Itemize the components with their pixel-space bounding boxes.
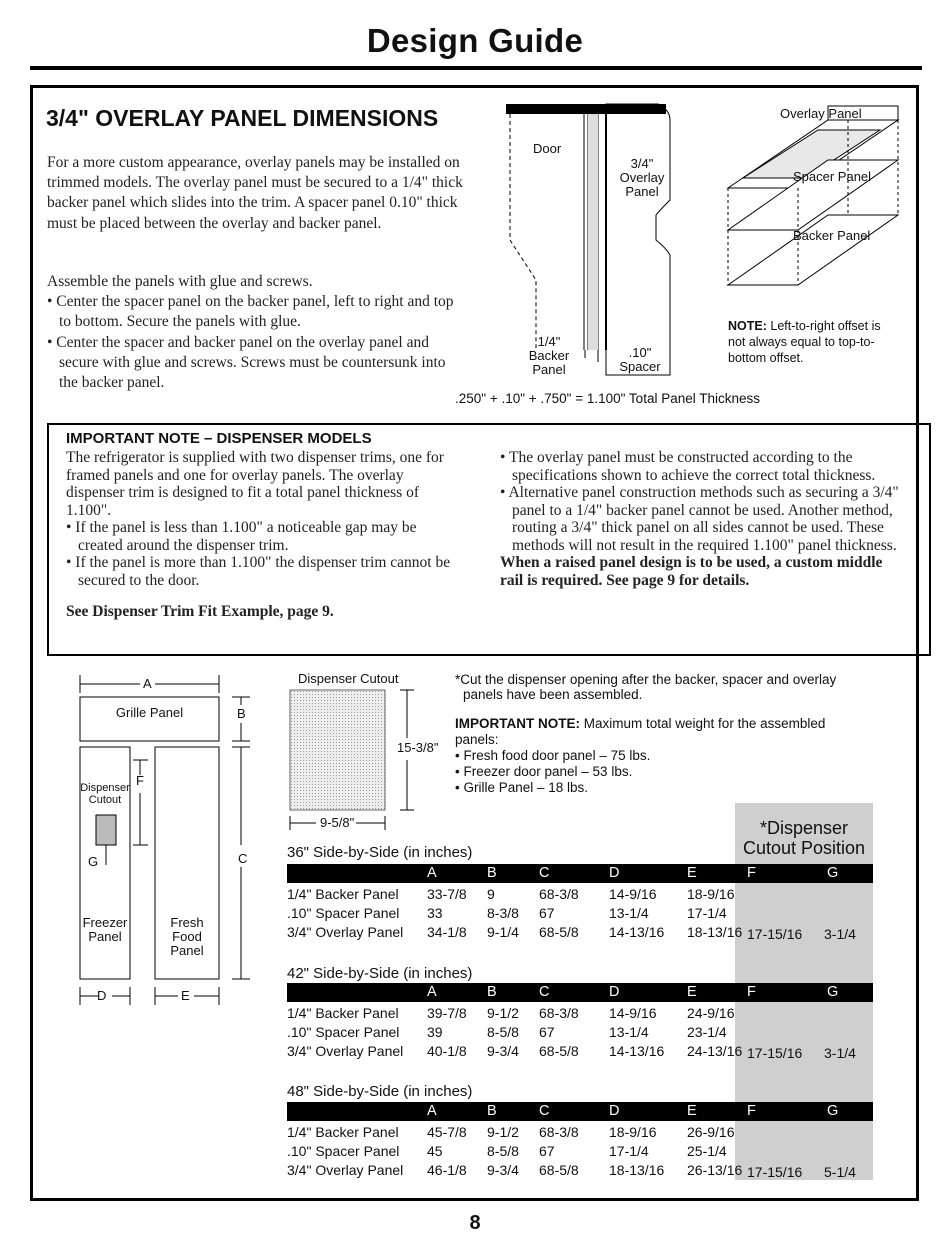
fresh-food-panel-label: Fresh Food Panel xyxy=(170,915,204,958)
intro-paragraph: For a more custom appearance, overlay panels may be installed on trimmed models. The overlay panel must be secured to a 1/4" thick backer panel which slides into the trim. A spacer panel 0.10" thick must be placed between the overlay and backer panel. xyxy=(47,154,463,232)
table-row: .10" Spacer Panel 39 8-5/8 67 13-1/4 23-1/4 xyxy=(287,1023,727,1040)
top-bar xyxy=(506,104,666,114)
see-example-link: See Dispenser Trim Fit Example, page 9. xyxy=(66,603,334,620)
dim-label-f: F xyxy=(136,773,144,788)
assemble-text xyxy=(47,272,467,393)
table-header-36: A B C D E F G xyxy=(287,864,873,883)
spacer-label: .10" Spacer xyxy=(619,345,661,374)
weight-item: • Freezer door panel – 53 lbs. xyxy=(455,764,633,779)
iso-note-text: Left-to-right offset is not always equal to top-to-bottom offset. xyxy=(728,319,881,365)
dim-label-g: G xyxy=(88,854,99,869)
note-bullet: • The overlay panel must be constructed according to the specifications shown to achieve the correct total thickness. xyxy=(500,449,876,484)
dim-label-b: B xyxy=(237,706,246,721)
table-42 xyxy=(287,1003,747,1060)
dispenser-cutout-box xyxy=(96,815,116,845)
table-title-42: 42" Side-by-Side (in inches) xyxy=(287,965,473,982)
table-row: 1/4" Backer Panel 45-7/8 9-1/2 68-3/8 18-9/16 26-9/16 xyxy=(287,1123,735,1140)
cutout-diagram xyxy=(288,688,423,833)
assemble-bullet: • Center the spacer and backer panel on the overlay panel and secure with glue and screws. Screws must be countersunk into the backer panel. xyxy=(47,333,446,392)
overlay-panel-outline xyxy=(606,104,670,375)
table-header-42: A B C D E F G xyxy=(287,983,873,1002)
table-row: 3/4" Overlay Panel 46-1/8 9-3/4 68-5/8 18-13/16 26-13/16 xyxy=(287,1161,743,1178)
table-48 xyxy=(287,1122,747,1179)
dim-label-a: A xyxy=(143,676,152,691)
assemble-list xyxy=(47,292,467,393)
page-title: Design Guide xyxy=(366,22,584,59)
freezer-panel-label: Freezer Panel xyxy=(82,915,128,944)
table-42-f: 17-15/16 xyxy=(747,1045,803,1061)
raised-panel-note: When a raised panel design is to be used, a custom middle rail is required. See page 9 for details. xyxy=(500,554,883,589)
cutout-position-header: *Dispenser Cutout Position xyxy=(742,818,866,858)
dim-label-c: C xyxy=(238,851,248,866)
table-row: .10" Spacer Panel 33 8-3/8 67 13-1/4 17-1/4 xyxy=(287,904,727,921)
cutout-area xyxy=(290,690,385,810)
panel-isometric-diagram xyxy=(718,100,908,300)
table-row: 1/4" Backer Panel 39-7/8 9-1/2 68-3/8 14-9/16 24-9/16 xyxy=(287,1004,735,1021)
table-48-g: 5-1/4 xyxy=(824,1164,856,1180)
table-row: .10" Spacer Panel 45 8-5/8 67 17-1/4 25-1/4 xyxy=(287,1142,727,1159)
table-36-f: 17-15/16 xyxy=(747,926,803,942)
iso-backer-label: Backer Panel xyxy=(793,228,871,243)
dim-label-d: D xyxy=(97,988,107,1003)
table-title-48: 48" Side-by-Side (in inches) xyxy=(287,1083,473,1100)
cut-note: *Cut the dispenser opening after the backer, spacer and overlay panels have been assembled. xyxy=(455,672,837,702)
table-36 xyxy=(287,884,747,941)
title-rule xyxy=(30,66,922,70)
important-note-heading: IMPORTANT NOTE – DISPENSER MODELS xyxy=(66,430,372,447)
important-note-left xyxy=(66,449,461,621)
cutout-width-label: 9-5/8" xyxy=(320,815,355,830)
backer-label: 1/4" Backer Panel xyxy=(528,334,570,377)
table-title-36: 36" Side-by-Side (in inches) xyxy=(287,844,473,861)
iso-note xyxy=(728,318,898,366)
table-42-g: 3-1/4 xyxy=(824,1045,856,1061)
assemble-intro: Assemble the panels with glue and screws. xyxy=(47,273,313,290)
section-heading: 3/4" OVERLAY PANEL DIMENSIONS xyxy=(46,105,439,131)
table-row: 3/4" Overlay Panel 40-1/8 9-3/4 68-5/8 14-13/16 24-13/16 xyxy=(287,1042,743,1059)
note-bullet: • Alternative panel construction methods such as securing a 3/4" panel to a 1/4" backer panel cannot be used. Another method, routing a 3/4" thick panel on all sides cannot be used. These methods will not result in the required 1.100" panel thickness. xyxy=(500,484,899,554)
overlay-label: 3/4" Overlay Panel xyxy=(619,156,665,199)
weight-item: • Fresh food door panel – 75 lbs. xyxy=(455,748,651,763)
iso-note-label: NOTE: xyxy=(728,319,767,333)
total-thickness: .250" + .10" + .750" = 1.100" Total Panel Thickness xyxy=(455,391,761,406)
note-bullet: • If the panel is less than 1.100" a noticeable gap may be created around the dispenser trim. xyxy=(66,519,417,554)
weight-item: • Grille Panel – 18 lbs. xyxy=(455,780,589,795)
door-label: Door xyxy=(533,141,562,156)
table-row: 3/4" Overlay Panel 34-1/8 9-1/4 68-5/8 14-13/16 18-13/16 xyxy=(287,923,743,940)
table-48-f: 17-15/16 xyxy=(747,1164,803,1180)
weight-note: IMPORTANT NOTE: Maximum total weight for the assembled panels: • Fresh food door panel – 75 lbs. • Freezer door panel – 53 lbs. • Grille Panel – 18 lbs. xyxy=(455,716,875,796)
table-row: 1/4" Backer Panel 33-7/8 9 68-3/8 14-9/16 18-9/16 xyxy=(287,885,735,902)
page-number: 8 xyxy=(469,1212,481,1234)
grille-panel-label: Grille Panel xyxy=(115,705,184,720)
table-header-48: A B C D E F G xyxy=(287,1102,873,1121)
cutout-title: Dispenser Cutout xyxy=(298,671,399,686)
note-bullet: • If the panel is more than 1.100" the dispenser trim cannot be secured to the door. xyxy=(66,554,451,589)
table-36-g: 3-1/4 xyxy=(824,926,856,942)
iso-overlay-label: Overlay Panel xyxy=(780,106,862,121)
important-note-right xyxy=(500,449,908,589)
note-paragraph: The refrigerator is supplied with two dispenser trims, one for framed panels and one for overlay panels. The overlay dispenser trim is designed to fit a total panel thickness of 1.100". xyxy=(66,449,444,519)
dispenser-cutout-label: Dispenser Cutout xyxy=(80,782,130,806)
dim-label-e: E xyxy=(181,988,190,1003)
assemble-bullet: • Center the spacer panel on the backer panel, left to right and top to bottom. Secure the panels with glue. xyxy=(47,293,454,331)
iso-spacer-label: Spacer Panel xyxy=(793,169,872,184)
cutout-height-label: 15-3/8" xyxy=(397,740,439,755)
spacer-fill xyxy=(588,114,598,350)
